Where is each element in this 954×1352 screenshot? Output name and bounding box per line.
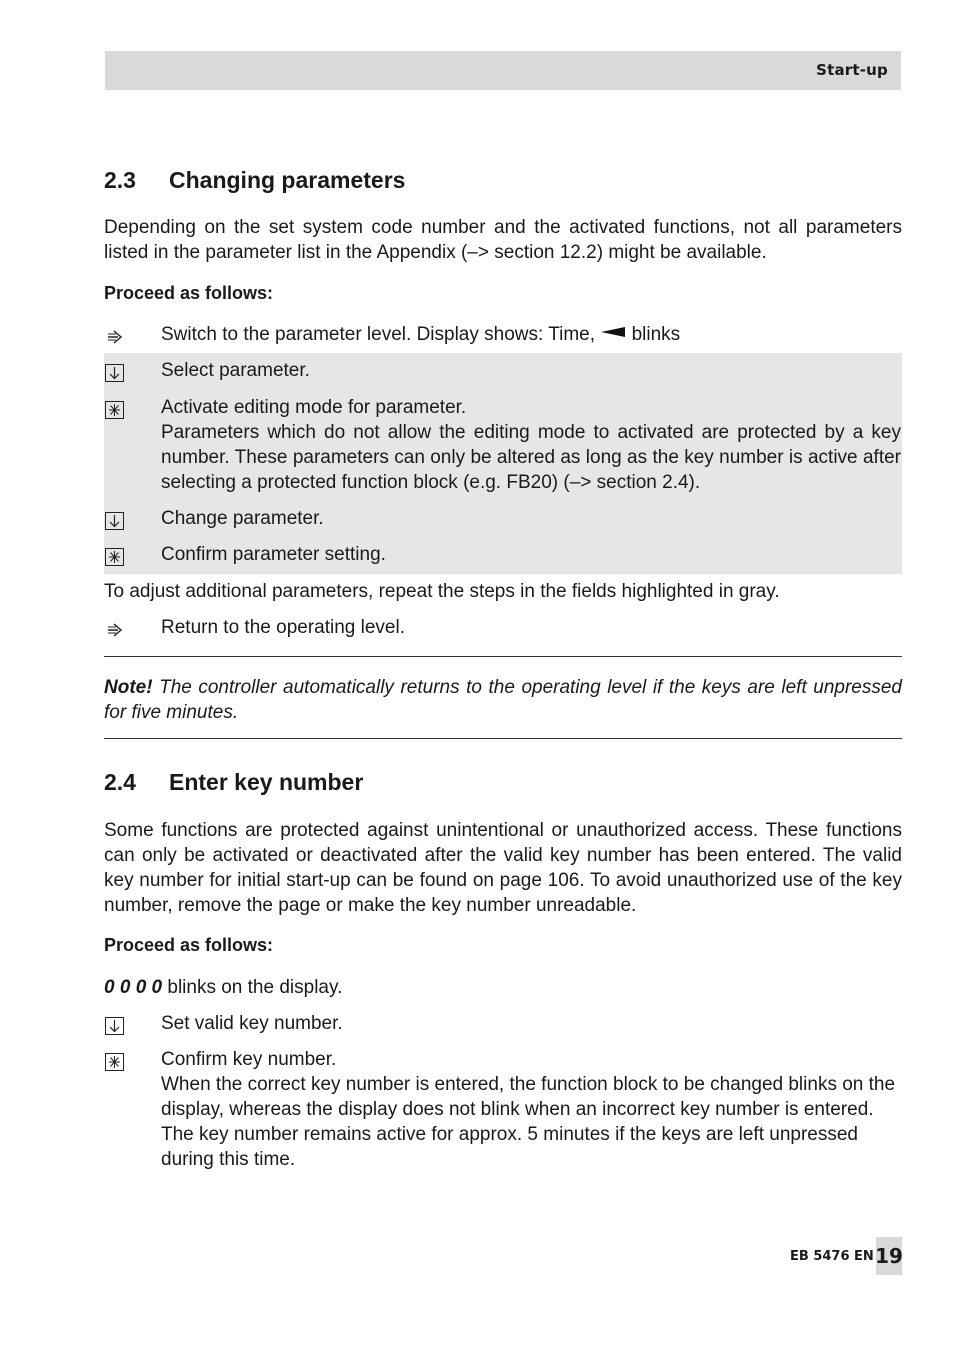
section-title: Enter key number xyxy=(169,769,364,795)
step-line-suffix: blinks xyxy=(631,324,681,345)
step-change-parameter xyxy=(104,506,902,534)
step-activate-editing xyxy=(104,395,902,499)
arrow-right-key-icon xyxy=(104,327,126,347)
step-detail: Parameters which do not allow the editing mode to activated are protected by a key number. These parameters can only be altered as long as the key number is active after selecting a protected function block (e.g. FB20) (–> section 2.4). xyxy=(161,422,901,493)
step-text xyxy=(161,322,901,347)
note-bottom-divider xyxy=(104,738,902,739)
note-label: Note! xyxy=(104,677,153,698)
step-line: Confirm key number. xyxy=(161,1049,337,1070)
note-text: The controller automatically returns to the operating level if the keys are left unpressed for five minutes. xyxy=(104,677,902,723)
note-paragraph xyxy=(104,675,902,725)
proceed-label-2-4: Proceed as follows: xyxy=(104,935,274,955)
step-line: Activate editing mode for parameter. xyxy=(161,397,467,418)
step-text xyxy=(161,1047,901,1172)
step-text: Select parameter. xyxy=(161,360,310,381)
arrow-right-key-icon xyxy=(104,620,126,640)
section-number: 2.4 xyxy=(104,769,136,795)
proceed-label-2-3: Proceed as follows: xyxy=(104,283,274,303)
section-2-4-intro: Some functions are protected against unintentional or unauthorized access. These functions can only be activated or deactivated after the valid key number has been entered. The valid key number for initial start-up can be found on page 106. To avoid unauthorized use of the key number, remove the page or make the key number unreadable. xyxy=(104,820,902,916)
header-bar xyxy=(105,51,901,90)
step-text: Confirm parameter setting. xyxy=(161,544,386,565)
step-select-parameter xyxy=(104,358,902,386)
step-text: Return to the operating level. xyxy=(161,617,405,638)
section-number: 2.3 xyxy=(104,167,136,193)
section-2-3-heading xyxy=(104,167,405,194)
step-return-operating xyxy=(104,615,902,643)
footer-document-id: EB 5476 EN xyxy=(790,1249,874,1264)
section-2-3-intro: Depending on the set system code number and the activated functions, not all parameters listed in the parameter list in the Appendix (–> section 12.2) might be available. xyxy=(104,217,902,263)
key-code-display: 0 0 0 0 xyxy=(104,977,163,998)
blink-text: blinks on the display. xyxy=(162,977,343,998)
step-text xyxy=(161,395,901,495)
section-title: Changing parameters xyxy=(169,167,406,193)
triangle-left-icon xyxy=(600,326,626,338)
asterisk-key-icon xyxy=(104,1052,126,1072)
asterisk-key-icon xyxy=(104,400,126,420)
step-text: Set valid key number. xyxy=(161,1013,343,1034)
step-switch-parameter-level xyxy=(104,322,902,350)
step-confirm-key-number xyxy=(104,1047,902,1177)
down-key-icon xyxy=(104,363,126,383)
note-top-divider xyxy=(104,656,902,657)
repeat-instructions: To adjust additional parameters, repeat the steps in the fields highlighted in gray. xyxy=(104,581,780,602)
step-set-key-number xyxy=(104,1011,902,1039)
step-detail: When the correct key number is entered, the function block to be changed blinks on the display, whereas the display does not blink when an incorrect key number is entered. The key number remains active for approx. 5 minutes if the keys are left unpressed during this time. xyxy=(161,1074,896,1170)
asterisk-key-icon xyxy=(104,547,126,567)
section-2-4-heading xyxy=(104,769,363,796)
step-line: Switch to the parameter level. Display shows: Time, xyxy=(161,324,596,345)
step-confirm-parameter xyxy=(104,542,902,570)
running-header-title: Start-up xyxy=(816,61,888,79)
step-text: Change parameter. xyxy=(161,508,324,529)
page-number: 19 xyxy=(876,1237,902,1275)
down-key-icon xyxy=(104,511,126,531)
down-key-icon xyxy=(104,1016,126,1036)
blink-code-line xyxy=(104,975,902,1000)
